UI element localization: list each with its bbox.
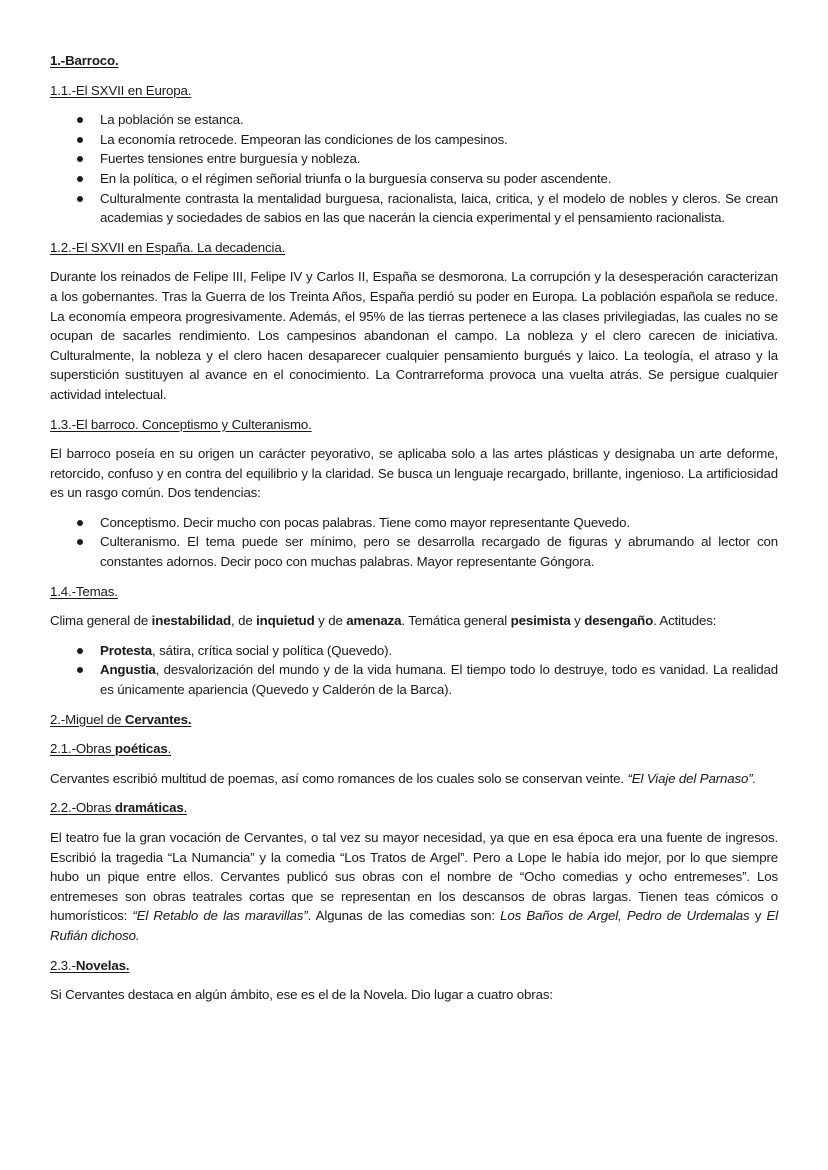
text-run: 2.3.-	[50, 957, 76, 973]
heading-cervantes	[50, 710, 778, 730]
bold-term: amenaza	[346, 613, 402, 629]
heading-obras-poeticas	[50, 739, 778, 759]
text-run: Clima general de	[50, 613, 152, 629]
italic-title: El Rufián dichoso.	[50, 908, 778, 943]
italic-title: Los Baños de Argel, Pedro de Urdemalas	[500, 908, 750, 924]
paragraph-temas-intro	[50, 611, 778, 631]
list-tendencias	[50, 513, 778, 572]
list-sxvii-europa	[50, 110, 778, 228]
text-run: Cervantes escribió multitud de poemas, así como romances de los cuales solo se conservan veinte.	[50, 770, 628, 786]
bold-term: inquietud	[256, 613, 315, 629]
text-run: y	[570, 613, 585, 629]
paragraph-decadencia: Durante los reinados de Felipe III, Felipe IV y Carlos II, España se desmorona. La corrupción y la desesperación caracterizan a los gobernantes. Tras la Guerra de los Treinta Años, España perdió su poder en Europa. La población española se reduce. La economía empeora progresivamente. Además, el 95% de las tierras pertenece a las clases privilegiadas, las cuales no se ocupan de sacarles rendimiento. Los campesinos abandonan el campo. La nobleza y el clero carecen de iniciativa. Culturalmente, la nobleza y el clero hacen desaparecer cualquier pensamiento burgués y laico. La teología, el atraso y la superstición sustituyen al avance en el conocimiento. La Contrarreforma provoca una vuelta atrás. Se persigue cualquier actividad intelectual.	[50, 269, 778, 402]
document-content	[50, 51, 778, 1015]
list-item	[50, 660, 778, 699]
text-run: 2.-Miguel de	[50, 711, 125, 727]
bold-term: dramáticas	[114, 800, 184, 816]
heading-temas: 1.4.-Temas.	[50, 583, 118, 599]
italic-title: “El Viaje del Parnaso”.	[627, 770, 757, 786]
text-run: .	[183, 800, 188, 816]
list-item: Culteranismo. El tema puede ser mínimo, pero se desarrolla recargado de figuras y abrumando al lector con constantes adornos. Decir poco con muchas palabras. Mayor representante Góngora.	[50, 532, 778, 571]
text-run: , de	[231, 613, 257, 629]
list-item: La población se estanca.	[50, 110, 778, 130]
text-run: , desvalorización del mundo y de la vida humana. El tiempo todo lo destruye, todo es vanidad. La realidad es únicamente apariencia (Quevedo y Calderón de la Barca).	[100, 662, 778, 698]
text-run: .	[167, 741, 172, 757]
heading-novelas	[50, 956, 778, 976]
heading-barroco: 1.-Barroco.	[50, 53, 119, 68]
list-actitudes	[50, 641, 778, 700]
text-run: y	[749, 908, 767, 924]
italic-title: “El Retablo de las maravillas”	[132, 908, 308, 924]
heading-conceptismo-culteranismo: 1.3.-El barroco. Conceptismo y Culteranismo.	[50, 416, 312, 432]
paragraph-barroco-origen: El barroco poseía en su origen un carácter peyorativo, se aplicaba solo a las artes plásticas y designaba un arte deforme, retorcido, confuso y en contra del equilibrio y la claridad. Se busca un lenguaje recargado, brillante, ingenioso. La artificiosidad es un rasgo común. Dos tendencias:	[50, 446, 778, 501]
list-item: En la política, o el régimen señorial triunfa o la burguesía conserva su poder ascendente.	[50, 169, 778, 189]
heading-sxvii-europa: 1.1.-El SXVII en Europa.	[50, 82, 192, 98]
bold-term: pesimista	[510, 613, 571, 629]
text-run: . Temática general	[401, 613, 511, 629]
list-item: Fuertes tensiones entre burguesía y nobleza.	[50, 149, 778, 169]
list-item	[50, 641, 778, 661]
bold-term: Angustia	[100, 662, 156, 678]
text-run: 2.2.-Obras	[50, 800, 115, 816]
bold-term: poéticas	[114, 741, 168, 757]
text-run: 2.1.-Obras	[50, 741, 115, 757]
list-item: La economía retrocede. Empeoran las condiciones de los campesinos.	[50, 130, 778, 150]
bold-term: Cervantes.	[124, 711, 192, 727]
list-item: Conceptismo. Decir mucho con pocas palabras. Tiene como mayor representante Quevedo.	[50, 513, 778, 533]
bold-term: inestabilidad	[151, 613, 231, 629]
text-run: y de	[314, 613, 347, 629]
text-run: . Actitudes:	[653, 613, 717, 629]
paragraph-novelas: Si Cervantes destaca en algún ámbito, ese es el de la Novela. Dio lugar a cuatro obras:	[50, 987, 553, 1003]
paragraph-obras-dramaticas	[50, 828, 778, 946]
text-run: El teatro fue la gran vocación de Cervantes, o tal vez su mayor necesidad, ya que en esa época era una fuente de ingresos. Escribió la tragedia “La Numancia” y la comedia “Los Tratos de Argel”. Pero a Lope le había ido mejor, por lo que siempre hubo un pique entre ellos. Cervantes publicó sus obras con el nombre de “Ocho comedias y ocho entremeses”. Los entremeses son obras teatrales cortas que se representan en los descansos de obras largas. Tienen teas cómicos o humorísticos:	[50, 830, 778, 924]
bold-term: Protesta	[100, 642, 153, 658]
bold-term: Novelas.	[75, 957, 130, 973]
list-item: Culturalmente contrasta la mentalidad burguesa, racionalista, laica, critica, y el modelo de nobles y cleros. Se crean academias y sociedades de sabios en las que nacerán la ciencia experimental y el pensamiento racionalista.	[50, 189, 778, 228]
heading-obras-dramaticas	[50, 798, 778, 818]
bold-term: desengaño	[584, 613, 654, 629]
text-run: , sátira, crítica social y política (Quevedo).	[152, 642, 392, 658]
paragraph-obras-poeticas	[50, 769, 778, 789]
text-run: . Algunas de las comedias son:	[307, 908, 501, 924]
heading-sxvii-espana: 1.2.-El SXVII en España. La decadencia.	[50, 239, 286, 255]
